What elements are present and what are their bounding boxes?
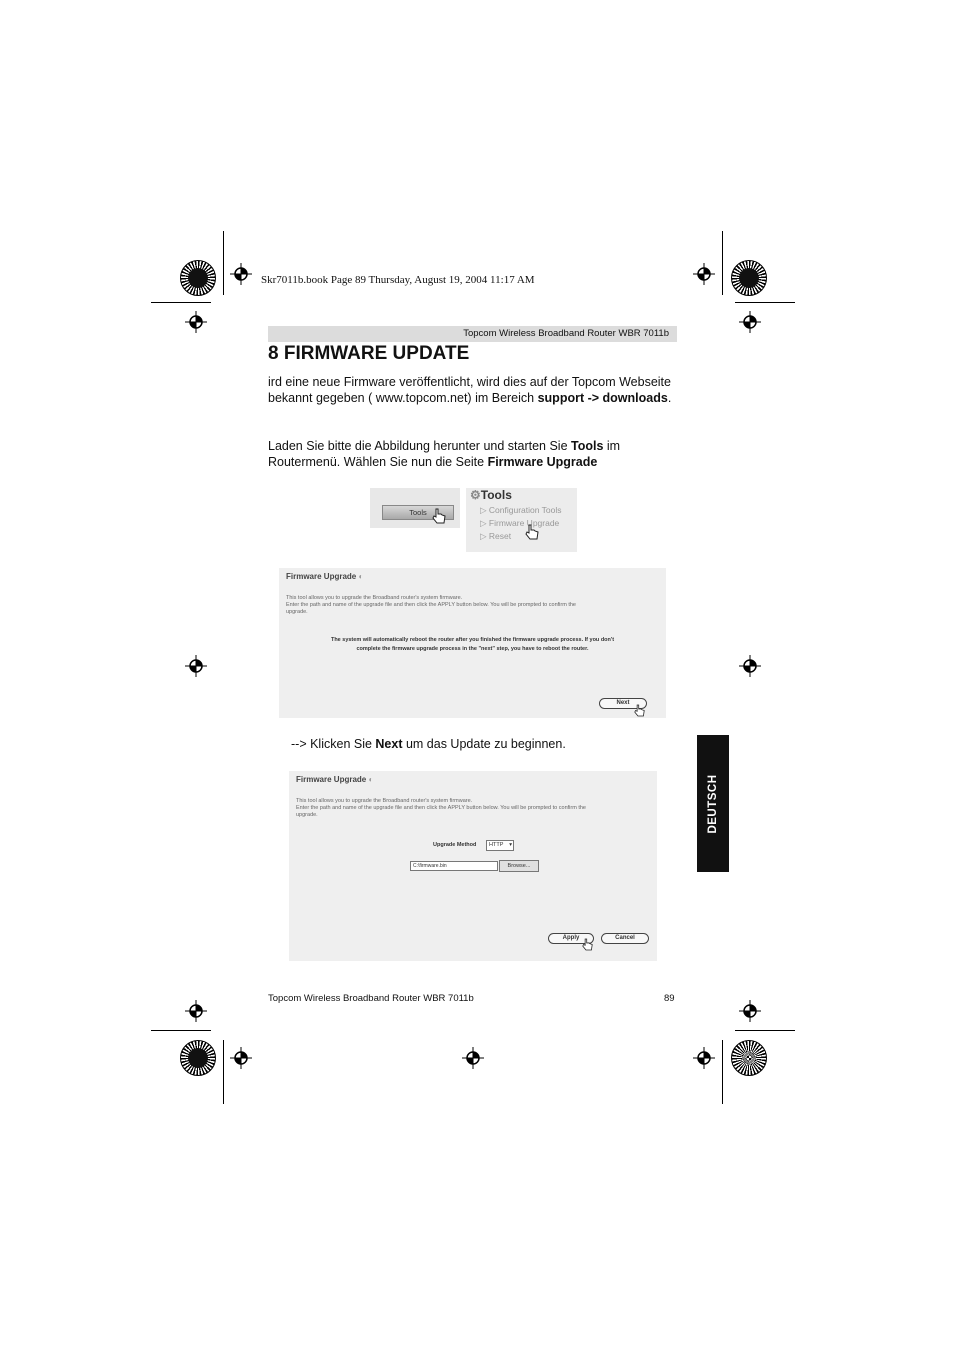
description-line: Enter the path and name of the upgrade file and then click the APPLY button below. You will be prompted to confirm the <box>296 805 586 811</box>
firmware-upgrade-screenshot-1 <box>279 568 666 718</box>
crop-mark <box>735 302 795 303</box>
registration-crosshair-icon <box>185 655 207 677</box>
description-line: Enter the path and name of the upgrade file and then click the APPLY button below. You will be prompted to confirm the <box>286 602 576 608</box>
language-tab-label: DEUTSCH <box>707 773 719 834</box>
registration-crosshair-icon <box>693 263 715 285</box>
instruction-paragraph: Laden Sie bitte die Abbildung herunter und starten Sie Tools im Routermenü. Wählen Sie nun die Seite Firmware Upgrade <box>268 439 621 469</box>
registration-star-icon <box>731 1040 767 1076</box>
tools-menu-screenshot <box>466 488 577 552</box>
registration-crosshair-icon <box>739 311 761 333</box>
crop-mark <box>735 1030 795 1031</box>
firmware-file-input[interactable]: C:\firmware.bin <box>410 861 498 871</box>
gear-icon: ⚙ <box>470 488 481 502</box>
apply-button[interactable]: Apply <box>548 933 594 944</box>
registration-crosshair-icon <box>185 311 207 333</box>
page-title: 8 FIRMWARE UPDATE <box>268 343 470 364</box>
crop-mark <box>223 1040 224 1104</box>
footer-product-name: Topcom Wireless Broadband Router WBR 7011b <box>268 993 474 1004</box>
next-button[interactable]: Next <box>599 698 647 709</box>
page-number: 89 <box>664 993 675 1004</box>
warning-line: The system will automatically reboot the router after you finished the firmware upgrade process. If you don't <box>330 637 615 643</box>
intro-paragraph: ird eine neue Firmware veröffentlicht, wird dies auf der Topcom Webseite bekannt gegeben ( www.topcom.net) im Bereich support -> downloads. <box>268 375 672 405</box>
triangle-right-icon: ▷ <box>480 505 489 515</box>
tools-button-screenshot <box>370 488 460 528</box>
help-icon: ◐ <box>358 572 364 581</box>
hand-cursor-icon <box>525 524 539 540</box>
warning-line: complete the firmware upgrade process in the "next" step, you have to reboot the router. <box>356 646 589 652</box>
crop-mark <box>722 231 723 295</box>
registration-crosshair-icon <box>185 1000 207 1022</box>
tools-menu-title: ⚙Tools <box>470 488 512 502</box>
menu-item-configuration-tools[interactable]: ▷ Configuration Tools <box>480 505 562 515</box>
language-tab <box>697 735 729 872</box>
book-info: Skr7011b.book Page 89 Thursday, August 19, 2004 11:17 AM <box>261 274 535 286</box>
description-line: This tool allows you to upgrade the Broadband router's system firmware. <box>286 595 463 601</box>
registration-crosshair-icon <box>462 1047 484 1069</box>
crop-mark <box>722 1040 723 1104</box>
chevron-down-icon: ▾ <box>509 842 512 848</box>
registration-crosshair-icon <box>230 1047 252 1069</box>
registration-crosshair-icon <box>693 1047 715 1069</box>
triangle-right-icon: ▷ <box>480 531 489 541</box>
description-line: upgrade. <box>286 609 308 615</box>
firmware-upgrade-screenshot-2 <box>289 771 657 961</box>
description-line: This tool allows you to upgrade the Broadband router's system firmware. <box>296 798 473 804</box>
upgrade-method-label: Upgrade Method <box>433 842 477 848</box>
description-line: upgrade. <box>296 812 318 818</box>
hand-cursor-icon <box>582 938 593 951</box>
registration-star-icon <box>180 1040 216 1076</box>
firmware-upgrade-title: Firmware Upgrade ◐ <box>296 775 374 784</box>
help-icon: ◐ <box>368 775 374 784</box>
firmware-upgrade-title: Firmware Upgrade ◐ <box>286 572 364 581</box>
triangle-right-icon: ▷ <box>480 518 489 528</box>
running-header-text: Topcom Wireless Broadband Router WBR 7011b <box>463 328 669 339</box>
menu-item-firmware-upgrade[interactable]: ▷ Firmware Upgrade <box>480 518 560 528</box>
tools-button[interactable]: Tools <box>382 505 454 520</box>
crop-mark <box>151 1030 211 1031</box>
browse-button[interactable]: Browse... <box>499 860 539 872</box>
running-header <box>268 326 677 342</box>
registration-crosshair-icon <box>230 263 252 285</box>
registration-star-icon <box>731 260 767 296</box>
registration-crosshair-icon <box>739 655 761 677</box>
registration-crosshair-icon <box>739 1000 761 1022</box>
registration-star-icon <box>180 260 216 296</box>
crop-mark <box>151 302 211 303</box>
upgrade-method-select[interactable]: HTTP ▾ <box>486 840 514 851</box>
crop-mark <box>223 231 224 295</box>
step-instruction: --> Klicken Sie Next um das Update zu beginnen. <box>291 737 566 751</box>
cancel-button[interactable]: Cancel <box>601 933 649 944</box>
hand-cursor-icon <box>432 508 446 524</box>
menu-item-reset[interactable]: ▷ Reset <box>480 531 512 541</box>
hand-cursor-icon <box>634 704 645 717</box>
